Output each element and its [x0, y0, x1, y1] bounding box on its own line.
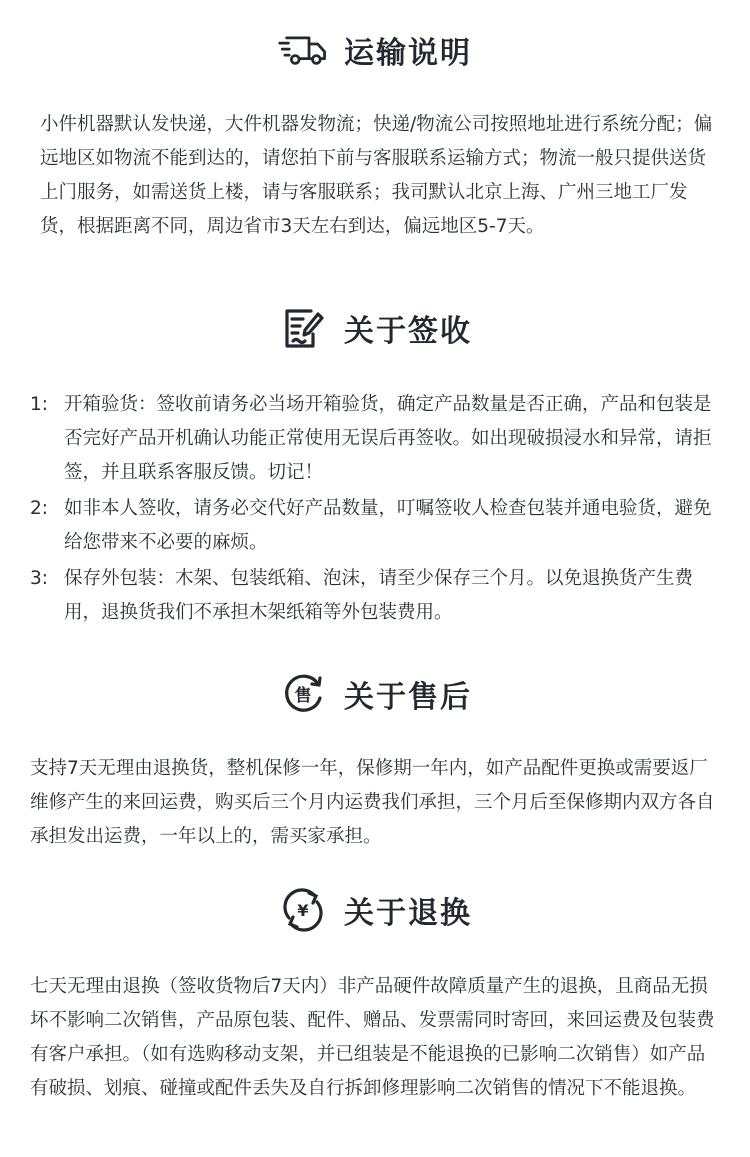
signing-list [30, 388, 720, 632]
returns-description: 七天无理由退换（签收货物后7天内）非产品硬件故障质量产生的退换，且商品无损坏不影响二次销售，产品原包装、配件、赠品、发票需同时寄回，来回运费及包装费有客户承担。（如有选购移动支架，并已组装是不能退换的已影响二次销售）如产品有破损、划痕、碰撞或配件丢失及自行拆卸修理影响二次销售的情况下不能退换。 [30, 976, 715, 1099]
svg-text:售: 售 [294, 686, 312, 706]
delivery-truck-icon [278, 28, 328, 72]
sign-document-icon [278, 306, 328, 350]
refund-yen-icon [278, 888, 328, 932]
section-title-shipping [0, 28, 750, 72]
after-sales-icon [278, 672, 328, 716]
page-heading-after-sales: 关于售后 [344, 680, 472, 715]
list-item-text: 开箱验货：签收前请务必当场开箱验货，确定产品数量是否正确，产品和包装是否完好产品开机确认功能正常使用无误后再签收。如出现破损浸水和异常，请拒签，并且联系客服反馈。切记！ [64, 394, 712, 483]
page-heading-signing: 关于签收 [344, 314, 472, 349]
list-item [30, 492, 720, 560]
after-sales-description: 支持7天无理由退换货，整机保修一年，保修期一年内，如产品配件更换或需要返厂维修产生的来回运费，购买后三个月内运费我们承担，三个月后至保修期内双方各自承担发出运费，一年以上的，需买家承担。 [30, 758, 715, 847]
section-title-signing [0, 306, 750, 350]
list-item-number: 1: [30, 394, 49, 415]
section-title-after-sales [0, 672, 750, 716]
shipping-description: 小件机器默认发快递，大件机器发物流；快递/物流公司按照地址进行系统分配；偏远地区如物流不能到达的，请您拍下前与客服联系运输方式；物流一般只提供送货上门服务，如需送货上楼，请与客服联系；我司默认北京上海、广州三地工厂发货，根据距离不同，周边省市3天左右到达，偏远地区5-7天。 [40, 114, 713, 237]
list-item-number: 2: [30, 498, 49, 519]
list-item [30, 388, 720, 490]
list-item [30, 562, 720, 630]
list-item-text: 保存外包装：木架、包装纸箱、泡沫，请至少保存三个月。以免退换货产生费用，退换货我们不承担木架纸箱等外包装费用。 [64, 568, 694, 623]
svg-text:¥: ¥ [297, 901, 309, 920]
list-item-text: 如非本人签收，请务必交代好产品数量，叮嘱签收人检查包装并通电验货，避免给您带来不必要的麻烦。 [64, 498, 712, 553]
page-heading-returns: 关于退换 [344, 896, 472, 931]
page-heading-shipping: 运输说明 [344, 36, 472, 71]
section-title-returns [0, 888, 750, 932]
list-item-number: 3: [30, 568, 49, 589]
